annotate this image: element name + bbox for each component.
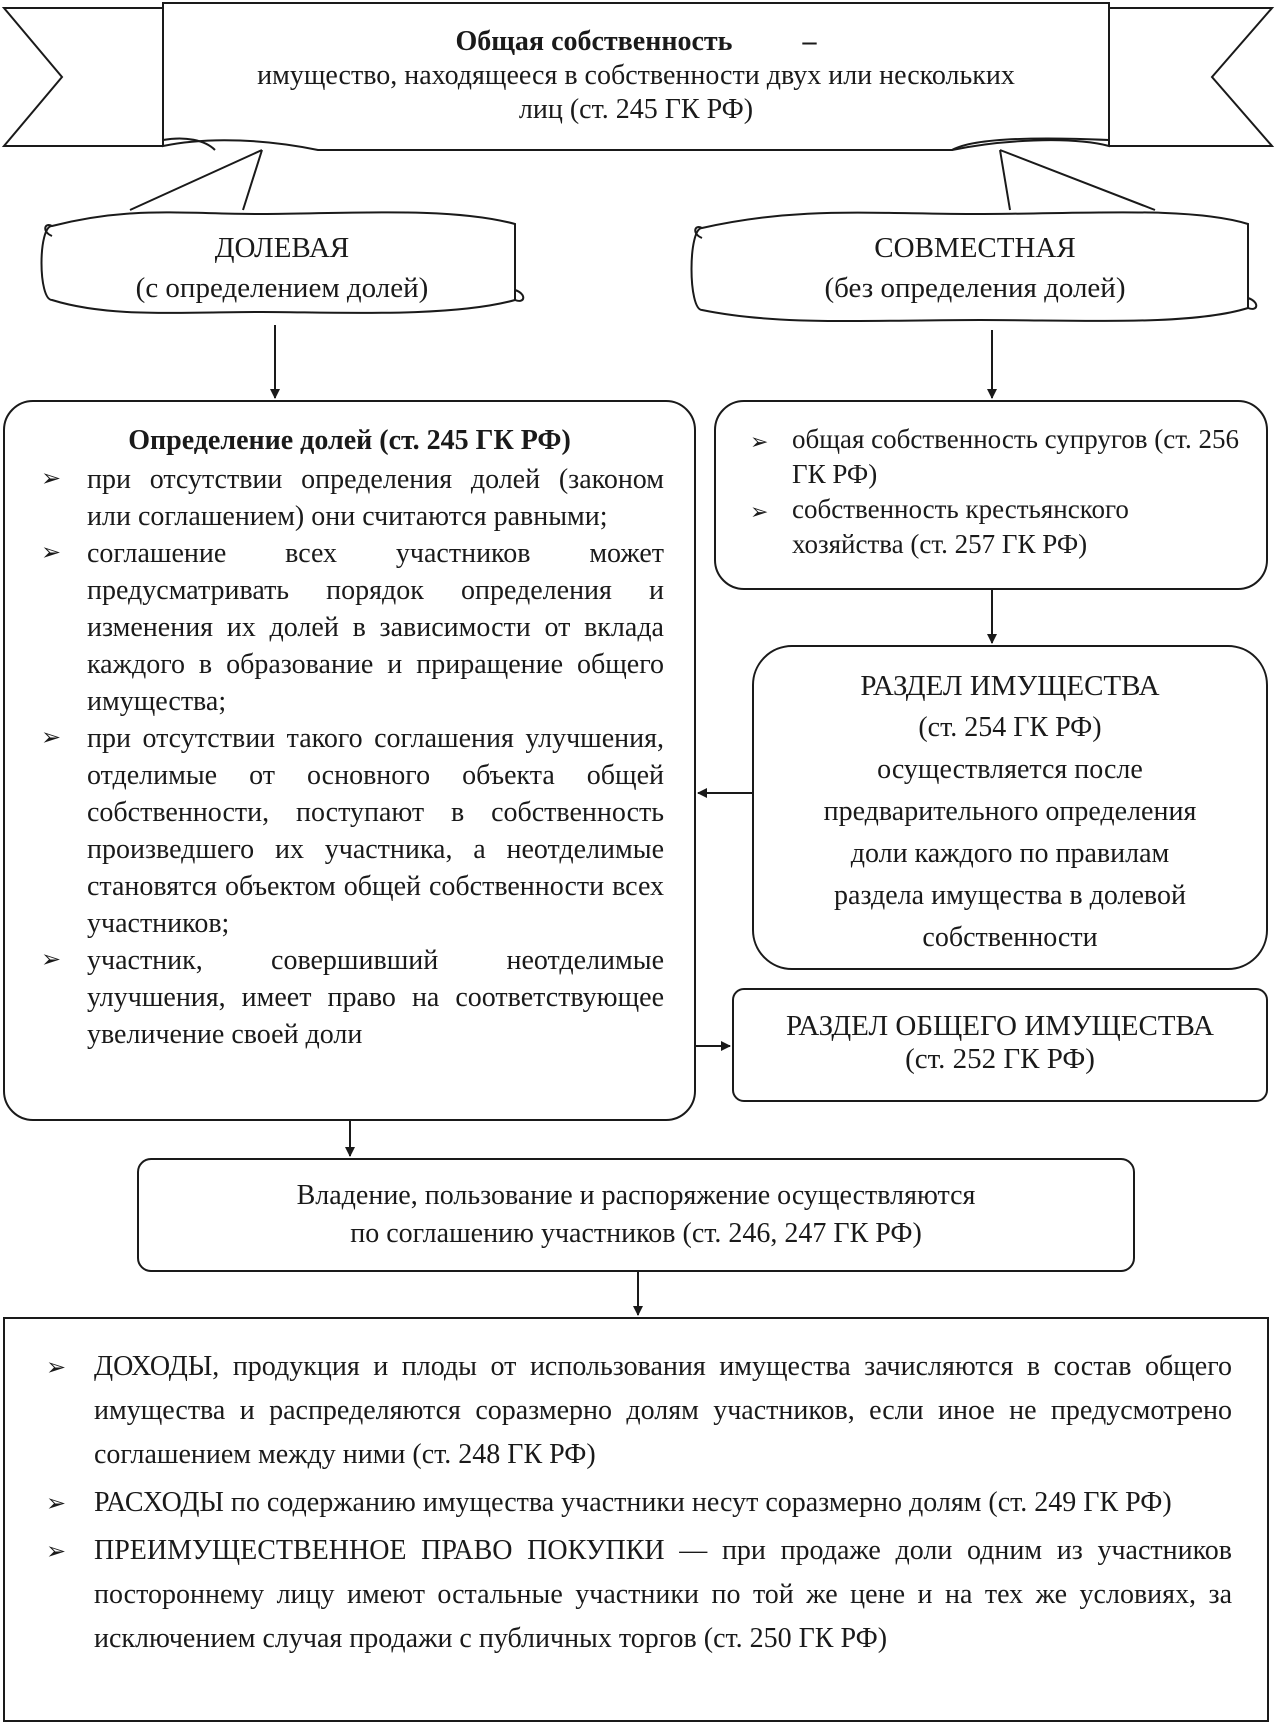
- razdel-obsh-title: РАЗДЕЛ ОБЩЕГО ИМУЩЕСТВА: [786, 1010, 1214, 1042]
- list-item: ➢ участник, совершивший неотделимые улучшения, имеет право на соответствующее увеличение своей доли: [35, 942, 664, 1053]
- bullet-arrow-icon: ➢: [750, 499, 769, 524]
- razdel-line: раздела имущества в долевой: [834, 880, 1186, 911]
- vladenie-line2: по соглашению участников (ст. 246, 247 ГК РФ): [350, 1218, 922, 1249]
- bullet-arrow-icon: ➢: [46, 1491, 67, 1517]
- callout-left-connector: [130, 150, 262, 210]
- bullet-arrow-icon: ➢: [41, 947, 62, 973]
- sovmestnaya-types-box: [714, 400, 1268, 590]
- vladenie-box: [137, 1158, 1135, 1272]
- razdel-line: собственности: [922, 922, 1098, 953]
- list-item: ➢ ПРЕИМУЩЕСТВЕННОЕ ПРАВО ПОКУПКИ — при продаже доли одним из участников постороннему лицу имеют остальные участники по той же цене и на тех же условиях, за исключением случая продажи с публичных торгов (ст. 250 ГК РФ): [42, 1529, 1232, 1661]
- sovmestnaya-subtitle: (без определения долей): [824, 272, 1126, 304]
- sovmestnaya-title: СОВМЕСТНАЯ: [874, 232, 1076, 264]
- razdel-imushchestva-box: [752, 645, 1268, 970]
- list-item: ➢ ДОХОДЫ, продукция и плоды от использования имущества зачисляются в состав общего имущества и распределяются соразмерно долям участников, если иное не предусмотрено соглашением между ними (ст. 248 ГК РФ): [42, 1345, 1232, 1477]
- bullet-arrow-icon: ➢: [46, 1355, 67, 1381]
- sovmestnaya-box: [695, 220, 1255, 320]
- list-item: ➢ общая собственность супругов (ст. 256 ГК РФ): [750, 424, 1240, 489]
- dohody-rashody-box: [3, 1317, 1269, 1722]
- banner-line1: имущество, находящееся в собственности двух или нескольких: [257, 60, 1015, 91]
- opredelenie-doley-heading: Определение долей (ст. 245 ГК РФ): [128, 425, 571, 456]
- vladenie-line1: Владение, пользование и распоряжение осуществляются: [296, 1180, 976, 1211]
- bullet-arrow-icon: ➢: [41, 725, 62, 751]
- opredelenie-doley-list: [35, 461, 664, 1053]
- bullet-arrow-icon: ➢: [46, 1539, 67, 1565]
- razdel-obshchego-box: [732, 988, 1268, 1102]
- banner-title: Общая собственность –: [455, 26, 817, 57]
- list-item: ➢ при отсутствии определения долей (законом или соглашением) они считаются равными;: [35, 461, 664, 535]
- bullet-arrow-icon: ➢: [41, 466, 62, 492]
- list-item: ➢ при отсутствии такого соглашения улучшения, отделимые от основного объекта общей собственности, поступают в собственность произведшего их участника, а неотделимые становятся объектом общей собственности всех участников;: [35, 720, 664, 942]
- list-item: ➢ собственность крестьянского хозяйства (ст. 257 ГК РФ): [750, 494, 1129, 559]
- banner-right-tail: [1109, 8, 1272, 146]
- banner-obshchaya-sobstvennost: [163, 3, 1109, 146]
- dolevaya-subtitle: (с определением долей): [135, 272, 429, 304]
- razdel-line: (ст. 254 ГК РФ): [918, 712, 1102, 743]
- bullet-arrow-icon: ➢: [41, 540, 62, 566]
- razdel-line: осуществляется после: [877, 754, 1143, 785]
- banner-line2: лиц (ст. 245 ГК РФ): [518, 94, 754, 125]
- list-item: ➢ соглашение всех участников может предусматривать порядок определения и изменения их долей в зависимости от вклада каждого в образование и приращение общего имущества;: [35, 535, 664, 720]
- sovmestnaya-types-list: [750, 422, 1242, 562]
- callout-right-connector: [1000, 150, 1155, 210]
- dolevaya-title: ДОЛЕВАЯ: [214, 232, 350, 264]
- dolevaya-box: [42, 220, 522, 315]
- list-item: ➢ РАСХОДЫ по содержанию имущества участники несут соразмерно долям (ст. 249 ГК РФ): [42, 1481, 1232, 1525]
- banner-dash: –: [802, 26, 817, 57]
- razdel-obsh-ref: (ст. 252 ГК РФ): [905, 1043, 1095, 1075]
- bullet-arrow-icon: ➢: [750, 429, 769, 454]
- dohody-rashody-list: [42, 1345, 1232, 1661]
- razdel-line: доли каждого по правилам: [850, 838, 1170, 869]
- banner-left-tail: [4, 8, 163, 146]
- razdel-line: предварительного определения: [823, 796, 1197, 827]
- razdel-title: РАЗДЕЛ ИМУЩЕСТВА: [860, 670, 1160, 702]
- opredelenie-doley-box: [3, 400, 696, 1121]
